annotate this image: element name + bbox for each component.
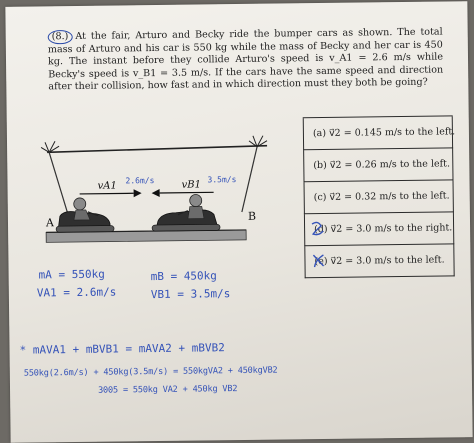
choice-letter: (b) <box>313 159 327 172</box>
car-b <box>152 194 220 231</box>
answer-choices <box>303 115 455 278</box>
label-b: B <box>247 209 257 223</box>
ceiling-grid <box>47 146 267 153</box>
choice-letter: (a) <box>312 127 327 140</box>
scribble-mark-icon <box>307 250 329 272</box>
handwritten-substitution: 550kg(2.6m/s) + 450kg(3.5m/s) = 550kgVA2 + 450kgVB2 <box>23 365 278 379</box>
choice-letter: (c) <box>313 191 327 204</box>
choice-b[interactable] <box>303 148 453 182</box>
choice-text: v⃗2 = 3.0 m/s to the left. <box>330 254 445 267</box>
choice-letter: (e) <box>314 255 328 268</box>
choice-text: v⃗2 = 0.145 m/s to the left. <box>328 126 456 139</box>
arrow-b-note: 3.5m/s <box>207 175 237 185</box>
problem-number: (8.) <box>48 30 73 45</box>
bumper-car-diagram <box>35 132 276 255</box>
handwritten-mass-a: mA = 550kg <box>38 267 105 282</box>
handwritten-simplified: 3005 = 550kg VA2 + 450kg VB2 <box>97 384 238 396</box>
label-a: A <box>45 216 55 230</box>
pole-right <box>241 147 258 212</box>
problem-statement <box>48 25 444 93</box>
pole-left <box>49 152 68 214</box>
arrow-vb1 <box>160 192 214 193</box>
problem-text: At the fair, Arturo and Becky ride the bumper cars as shown. The total mass of Arturo and his car is 550 kg while the mass of Becky and her car is 450 kg. The instant before they collide Arturo's speed is v_A1 = 2.6 m/s while Becky's speed is v_B1 = 3.5 m/s. If the cars have the same speed and direction after their collision, how fast and in which direction must they both be going? <box>47 26 444 93</box>
choice-text: v⃗2 = 0.26 m/s to the left. <box>329 158 450 171</box>
arrow-b-label: vB1 <box>181 179 201 191</box>
handwritten-velocity-a: VA1 = 2.6m/s <box>36 285 117 300</box>
handwritten-mass-b: mB = 450kg <box>150 269 217 284</box>
arrow-a-label: vA1 <box>97 180 117 192</box>
choice-text: v⃗2 = 0.32 m/s to the left. <box>329 190 450 203</box>
choice-text: v⃗2 = 3.0 m/s to the right. <box>330 222 453 235</box>
arrow-va1-head <box>134 189 142 197</box>
choice-a[interactable] <box>303 116 456 150</box>
handwritten-velocity-b: VB1 = 3.5m/s <box>150 287 231 302</box>
choice-letter: (d) <box>314 223 328 236</box>
choice-e[interactable] <box>304 244 454 278</box>
scribble-mark-icon <box>307 218 329 240</box>
worksheet-page <box>5 1 472 443</box>
choice-c[interactable] <box>304 180 454 214</box>
spark-left-icon <box>41 141 59 152</box>
arrow-a-note: 2.6m/s <box>125 176 155 186</box>
handwritten-momentum-equation: * mAVA1 + mBVB1 = mAVA2 + mBVB2 <box>19 341 225 357</box>
choice-d[interactable] <box>304 212 454 246</box>
arrow-vb1-head <box>152 189 160 197</box>
arrow-va1 <box>80 193 134 194</box>
